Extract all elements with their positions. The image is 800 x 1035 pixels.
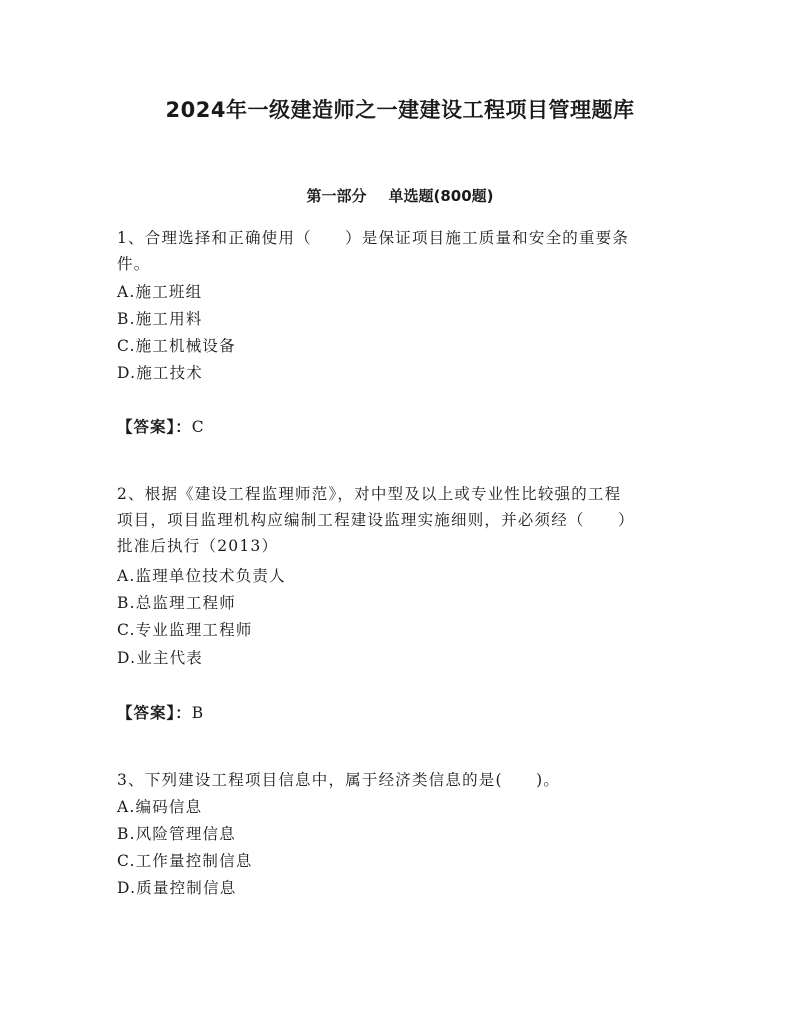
question-1-line-1: 1、合理选择和正确使用（ ）是保证项目施工质量和安全的重要条 [117,229,630,247]
question-1-option-b: B.施工用料 [117,310,203,328]
question-2-option-b: B.总监理工程师 [117,594,236,612]
answer-label: 【答案】： [117,418,192,436]
question-3-option-d: D.质量控制信息 [117,879,237,897]
question-1-option-d: D.施工技术 [117,364,204,382]
question-2-line-1: 2、根据《建设工程监理师范》，对中型及以上或专业性比较强的工程 [117,485,622,503]
question-2-line-2: 项目，项目监理机构应编制工程建设监理实施细则，并必须经（ ） [117,511,635,529]
section-part: 第一部分 [306,187,367,205]
question-1-option-a: A.施工班组 [117,283,203,301]
answer-value: C [191,418,205,436]
question-2-option-d: D.业主代表 [117,649,204,667]
section-name: 单选题(800题) [388,187,494,205]
question-3-option-c: C.工作量控制信息 [117,852,253,870]
question-2-answer [117,703,204,723]
question-2-option-c: C.专业监理工程师 [117,621,253,639]
question-3-option-b: B.风险管理信息 [117,825,236,843]
question-1-line-2: 件。 [117,255,151,273]
question-1-answer [117,417,205,437]
question-2-option-a: A.监理单位技术负责人 [117,567,286,585]
question-2-stem [117,481,687,559]
answer-label: 【答案】： [117,704,192,722]
question-3-stem [117,767,687,793]
question-1-option-c: C.施工机械设备 [117,337,236,355]
question-1-stem [117,225,687,277]
document-title: 2024年一级建造师之一建建设工程项目管理题库 [165,98,635,122]
section-heading [0,185,800,206]
question-2-line-3: 批准后执行（2013） [117,537,279,555]
question-3-line-1: 3、下列建设工程项目信息中，属于经济类信息的是( )。 [117,771,561,789]
answer-value: B [191,704,205,722]
question-3-option-a: A.编码信息 [117,798,203,816]
